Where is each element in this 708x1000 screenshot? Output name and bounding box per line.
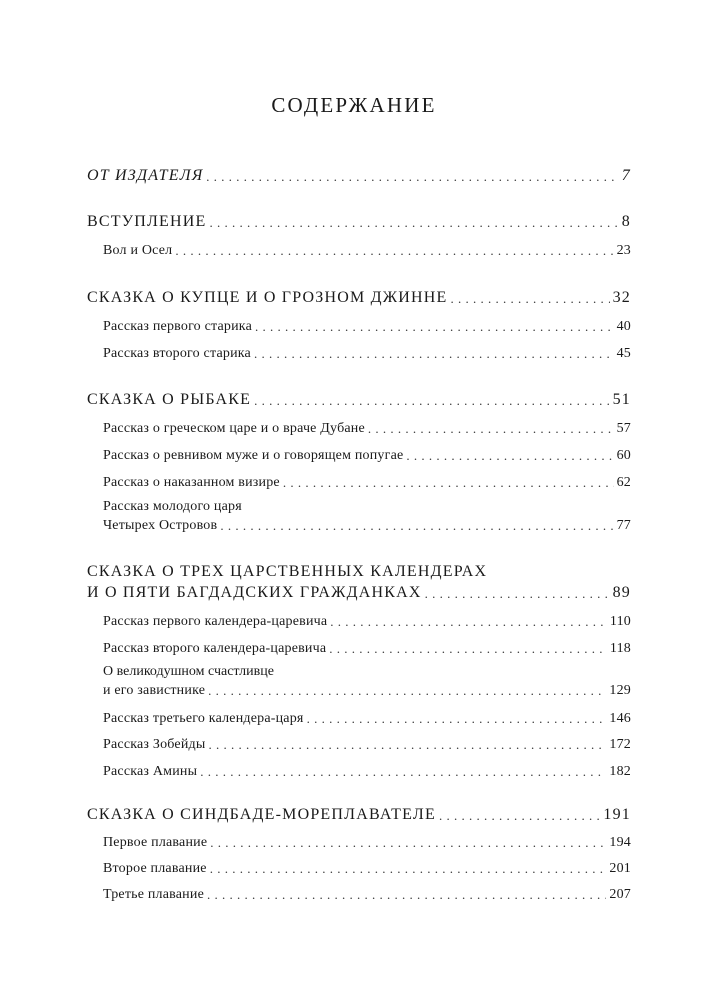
dot-leader: [329, 640, 607, 656]
dot-leader: [307, 710, 607, 726]
dot-leader: [254, 345, 614, 361]
toc-page-number: 7: [621, 167, 631, 184]
dot-leader: [208, 682, 606, 698]
dot-leader: [208, 736, 606, 752]
dot-leader: [210, 834, 606, 850]
toc-page-number: 129: [609, 683, 631, 698]
toc-entry-label: Рассказ Зобейды: [103, 737, 206, 752]
toc-subentry[interactable]: [103, 345, 631, 361]
toc-page-number: 51: [612, 391, 631, 408]
toc-entry-label: Рассказ Амины: [103, 764, 198, 779]
toc-subentry-first-line: О великодушном счастливце: [103, 664, 274, 679]
toc-subentry[interactable]: [103, 318, 631, 334]
toc-entry-label: ОТ ИЗДАТЕЛЯ: [87, 167, 204, 184]
toc-page-number: 89: [612, 584, 631, 601]
toc-page-number: 57: [616, 421, 631, 436]
toc-subentry-first-line: Рассказ молодого царя: [103, 499, 242, 514]
dot-leader: [406, 447, 613, 463]
toc-page-number: 146: [609, 711, 631, 726]
dot-leader: [283, 474, 614, 490]
toc-page-number: 172: [609, 737, 631, 752]
toc-subentry[interactable]: [103, 834, 631, 850]
toc-page-number: 8: [621, 213, 631, 230]
toc-subentry[interactable]: [103, 710, 631, 726]
contents-title: СОДЕРЖАНИЕ: [271, 93, 437, 117]
toc-entry-label: СКАЗКА О СИНДБАДЕ-МОРЕПЛАВАТЕЛЕ: [87, 806, 436, 823]
dot-leader: [207, 168, 619, 184]
toc-page-number: 110: [609, 614, 631, 629]
toc-page-number: 207: [609, 887, 631, 902]
toc-subentry[interactable]: [103, 860, 631, 876]
toc-entry-label: Рассказ о наказанном визире: [103, 475, 280, 490]
toc-entry-label: СКАЗКА О КУПЦЕ И О ГРОЗНОМ ДЖИННЕ: [87, 289, 448, 306]
toc-subentry[interactable]: [103, 474, 631, 490]
toc-entry-sindbad-tale[interactable]: [87, 807, 631, 823]
toc-subentry[interactable]: [103, 613, 631, 629]
toc-page-number: 32: [612, 289, 631, 306]
toc-entry-from-publisher[interactable]: [87, 168, 631, 184]
toc-subentry[interactable]: [103, 447, 631, 463]
toc-entry-label: И О ПЯТИ БАГДАДСКИХ ГРАЖДАНКАХ: [87, 584, 422, 601]
toc-page-number: 40: [616, 319, 631, 334]
toc-page-number: 118: [609, 641, 631, 656]
toc-entry-label: Рассказ первого календера-царевича: [103, 614, 328, 629]
toc-page-number: 62: [616, 475, 631, 490]
toc-entry-label: СКАЗКА О РЫБАКЕ: [87, 391, 252, 408]
dot-leader: [210, 860, 607, 876]
toc-entry-label: ВСТУПЛЕНИЕ: [87, 213, 207, 230]
toc-entry-label: и его завистнике: [103, 683, 206, 698]
toc-entry-label: Вол и Осел: [103, 243, 173, 258]
toc-page-number: 77: [616, 518, 631, 533]
dot-leader: [439, 807, 600, 823]
toc-entry-label: Рассказ третьего календера-царя: [103, 711, 304, 726]
toc-page-number: 182: [609, 764, 631, 779]
dot-leader: [368, 420, 614, 436]
toc-subentry[interactable]: [103, 682, 631, 698]
toc-entry-label: Первое плавание: [103, 835, 208, 850]
toc-page-number: 194: [609, 835, 631, 850]
toc-page-number: 45: [616, 346, 631, 361]
toc-subentry[interactable]: [103, 763, 631, 779]
toc-subentry[interactable]: [103, 640, 631, 656]
toc-entry-fisherman-tale[interactable]: [87, 392, 631, 408]
dot-leader: [210, 214, 619, 230]
toc-entry-merchant-tale[interactable]: [87, 290, 631, 306]
toc-subentry[interactable]: [103, 517, 631, 533]
toc-entry-label: Рассказ второго календера-царевича: [103, 641, 327, 656]
toc-entry-introduction[interactable]: [87, 214, 631, 230]
toc-entry-label: Рассказ первого старика: [103, 319, 252, 334]
toc-subentry[interactable]: [103, 242, 631, 258]
toc-entry-label: Второе плавание: [103, 861, 207, 876]
toc-subentry[interactable]: [103, 420, 631, 436]
toc-page-number: 23: [616, 243, 631, 258]
toc-entry-label: Рассказ о греческом царе и о враче Дубане: [103, 421, 365, 436]
toc-subentry[interactable]: [103, 736, 631, 752]
toc-page-number: 191: [603, 806, 631, 823]
toc-entry-label: Рассказ о ревнивом муже и о говорящем попугае: [103, 448, 404, 463]
toc-entry-label: Рассказ второго старика: [103, 346, 251, 361]
dot-leader: [254, 392, 609, 408]
dot-leader: [207, 886, 606, 902]
dot-leader: [451, 290, 610, 306]
dot-leader: [175, 242, 613, 258]
dot-leader: [200, 763, 606, 779]
dot-leader: [425, 585, 610, 601]
toc-entry-label: Третье плавание: [103, 887, 204, 902]
toc-subentry[interactable]: [103, 886, 631, 902]
toc-entry-label: Четырех Островов: [103, 518, 218, 533]
dot-leader: [330, 613, 607, 629]
toc-page-number: 60: [616, 448, 631, 463]
toc-entry-calenders-tale[interactable]: [87, 585, 631, 601]
dot-leader: [220, 517, 613, 533]
toc-entry-first-line: СКАЗКА О ТРЕХ ЦАРСТВЕННЫХ КАЛЕНДЕРАХ: [87, 563, 488, 580]
dot-leader: [255, 318, 614, 334]
toc-page-number: 201: [609, 861, 631, 876]
